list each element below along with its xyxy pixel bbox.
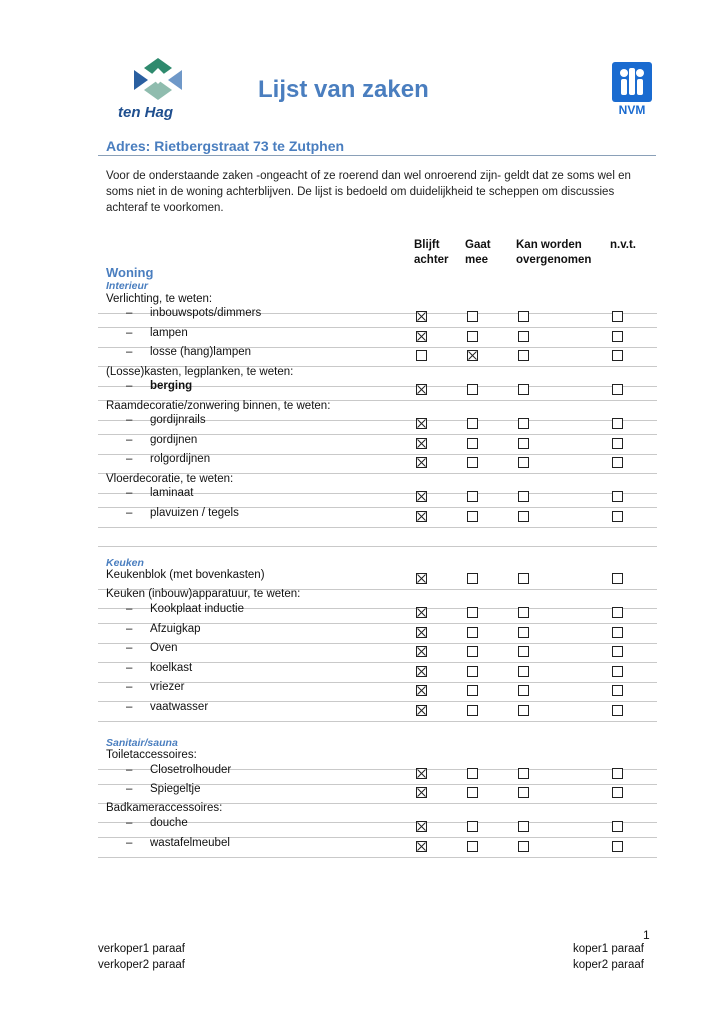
row-label: Closetrolhouder	[150, 764, 232, 776]
row-label: Oven	[150, 642, 178, 654]
checkbox-blijft-achter[interactable]	[416, 418, 427, 429]
checkbox-blijft-achter[interactable]	[416, 438, 427, 449]
bullet-dash: –	[126, 681, 133, 693]
checkbox-nvt[interactable]	[612, 311, 623, 322]
row-label: vriezer	[150, 681, 185, 693]
checkbox-gaat-mee[interactable]	[467, 573, 478, 584]
row-label: lampen	[150, 327, 188, 339]
checkbox-cross-icon	[417, 458, 426, 467]
footer-buyer2: koper2 paraaf	[573, 959, 644, 971]
checkbox-gaat-mee[interactable]	[467, 821, 478, 832]
blank-row	[98, 527, 657, 547]
bullet-dash: –	[126, 817, 133, 829]
column-header-kan-worden-overgenomen	[516, 238, 591, 268]
checkbox-blijft-achter[interactable]	[416, 768, 427, 779]
column-header-line: overgenomen	[516, 254, 592, 266]
checkbox-gaat-mee[interactable]	[467, 787, 478, 798]
checkbox-gaat-mee[interactable]	[467, 311, 478, 322]
checkbox-blijft-achter[interactable]	[416, 311, 427, 322]
checkbox-nvt[interactable]	[612, 511, 623, 522]
row-label: wastafelmeubel	[150, 837, 230, 849]
checkbox-cross-icon	[417, 439, 426, 448]
bullet-dash: –	[126, 434, 133, 446]
checkbox-gaat-mee[interactable]	[467, 457, 478, 468]
checkbox-blijft-achter[interactable]	[416, 491, 427, 502]
checkbox-kan-worden-overgenomen[interactable]	[518, 384, 529, 395]
checkbox-nvt[interactable]	[612, 331, 623, 342]
row-label: gordijnen	[150, 434, 198, 446]
row-label: Verlichting, te weten:	[106, 293, 213, 305]
column-header-line: n.v.t.	[610, 239, 636, 251]
bullet-dash: –	[126, 764, 133, 776]
checkbox-nvt[interactable]	[612, 787, 623, 798]
checkbox-nvt[interactable]	[612, 607, 623, 618]
checkbox-kan-worden-overgenomen[interactable]	[518, 841, 529, 852]
column-header-line: Gaat	[465, 239, 491, 251]
checkbox-gaat-mee[interactable]	[467, 685, 478, 696]
row-label: Keukenblok (met bovenkasten)	[106, 569, 265, 581]
checkbox-nvt[interactable]	[612, 841, 623, 852]
bullet-dash: –	[126, 783, 133, 795]
checkbox-kan-worden-overgenomen[interactable]	[518, 787, 529, 798]
checkbox-kan-worden-overgenomen[interactable]	[518, 331, 529, 342]
table-row	[98, 508, 657, 528]
bullet-dash: –	[126, 307, 133, 319]
bullet-dash: –	[126, 603, 133, 615]
column-header-line: Blijft	[414, 239, 440, 251]
bullet-dash: –	[126, 487, 133, 499]
bullet-dash: –	[126, 837, 133, 849]
subsection-interieur: Interieur	[106, 280, 149, 292]
checkbox-blijft-achter[interactable]	[416, 607, 427, 618]
checkbox-blijft-achter[interactable]	[416, 457, 427, 468]
row-label: gordijnrails	[150, 414, 206, 426]
row-label: Vloerdecoratie, te weten:	[106, 473, 234, 485]
checkbox-cross-icon	[417, 706, 426, 715]
row-label: vaatwasser	[150, 701, 209, 713]
checkbox-cross-icon	[417, 667, 426, 676]
checkbox-blijft-achter[interactable]	[416, 821, 427, 832]
column-header-line: achter	[414, 254, 449, 266]
nvm-logo	[612, 62, 652, 118]
checkbox-nvt[interactable]	[612, 573, 623, 584]
row-label: berging	[150, 380, 193, 392]
checkbox-gaat-mee[interactable]	[467, 491, 478, 502]
checkbox-gaat-mee[interactable]	[467, 841, 478, 852]
checkbox-kan-worden-overgenomen[interactable]	[518, 627, 529, 638]
page-title: Lijst van zaken	[258, 76, 429, 103]
checkbox-gaat-mee[interactable]	[467, 418, 478, 429]
nvm-wordmark: NVM	[618, 103, 646, 117]
checkbox-gaat-mee[interactable]	[467, 384, 478, 395]
checkbox-kan-worden-overgenomen[interactable]	[518, 511, 529, 522]
checkbox-blijft-achter[interactable]	[416, 787, 427, 798]
footer-buyer1: koper1 paraaf	[573, 943, 644, 955]
checkbox-nvt[interactable]	[612, 350, 623, 361]
checkbox-kan-worden-overgenomen[interactable]	[518, 607, 529, 618]
checkbox-blijft-achter[interactable]	[416, 666, 427, 677]
checkbox-kan-worden-overgenomen[interactable]	[518, 573, 529, 584]
checkbox-gaat-mee[interactable]	[467, 438, 478, 449]
checkbox-cross-icon	[417, 822, 426, 831]
address-divider	[98, 155, 656, 156]
checkbox-nvt[interactable]	[612, 666, 623, 677]
footer-seller-initials	[98, 941, 185, 973]
bullet-dash: –	[126, 414, 133, 426]
checkbox-nvt[interactable]	[612, 418, 623, 429]
row-label: losse (hang)lampen	[150, 346, 252, 358]
checkbox-gaat-mee[interactable]	[467, 768, 478, 779]
table-row	[98, 624, 657, 644]
checkbox-blijft-achter[interactable]	[416, 627, 427, 638]
checkbox-nvt[interactable]	[612, 457, 623, 468]
checkbox-cross-icon	[417, 574, 426, 583]
checkbox-cross-icon	[417, 492, 426, 501]
checkbox-kan-worden-overgenomen[interactable]	[518, 705, 529, 716]
checkbox-kan-worden-overgenomen[interactable]	[518, 311, 529, 322]
checkbox-nvt[interactable]	[612, 768, 623, 779]
checkbox-cross-icon	[417, 842, 426, 851]
checkbox-cross-icon	[417, 312, 426, 321]
checkbox-cross-icon	[417, 788, 426, 797]
checkbox-gaat-mee[interactable]	[467, 627, 478, 638]
checkbox-kan-worden-overgenomen[interactable]	[518, 821, 529, 832]
nvm-emblem-icon	[612, 62, 652, 102]
checkbox-nvt[interactable]	[612, 821, 623, 832]
checkbox-nvt[interactable]	[612, 491, 623, 502]
checkbox-gaat-mee[interactable]	[467, 350, 478, 361]
checkbox-kan-worden-overgenomen[interactable]	[518, 768, 529, 779]
checkbox-blijft-achter[interactable]	[416, 685, 427, 696]
checkbox-blijft-achter[interactable]	[416, 384, 427, 395]
column-header-line: Kan worden	[516, 239, 582, 251]
ten-hag-emblem-icon	[128, 56, 188, 102]
checkbox-kan-worden-overgenomen[interactable]	[518, 438, 529, 449]
checkbox-kan-worden-overgenomen[interactable]	[518, 491, 529, 502]
row-label: Badkameraccessoires:	[106, 802, 223, 814]
checkbox-nvt[interactable]	[612, 705, 623, 716]
checkbox-cross-icon	[417, 512, 426, 521]
section-woning: Woning	[106, 265, 154, 280]
checkbox-nvt[interactable]	[612, 384, 623, 395]
row-label: koelkast	[150, 662, 193, 674]
checkbox-cross-icon	[468, 351, 477, 360]
checkbox-blijft-achter[interactable]	[416, 573, 427, 584]
bullet-dash: –	[126, 507, 133, 519]
checkbox-kan-worden-overgenomen[interactable]	[518, 457, 529, 468]
checkbox-kan-worden-overgenomen[interactable]	[518, 646, 529, 657]
bullet-dash: –	[126, 623, 133, 635]
bullet-dash: –	[126, 662, 133, 674]
checkbox-cross-icon	[417, 608, 426, 617]
checkbox-cross-icon	[417, 647, 426, 656]
intro-paragraph: Voor de onderstaande zaken -ongeacht of ze roerend dan wel onroerend zijn- geldt dat ze soms wel en soms niet in de woning achterblijven. De lijst is bedoeld om duidelijkheid te scheppen om discussies achteraf te voorkomen.	[106, 170, 631, 214]
checkbox-cross-icon	[417, 628, 426, 637]
row-label: plavuizen / tegels	[150, 507, 239, 519]
checkbox-nvt[interactable]	[612, 685, 623, 696]
row-label: Keuken (inbouw)apparatuur, te weten:	[106, 588, 301, 600]
table-row	[98, 838, 657, 858]
bullet-dash: –	[126, 701, 133, 713]
column-header-line: mee	[465, 254, 489, 266]
row-label: inbouwspots/dimmers	[150, 307, 262, 319]
row-label: douche	[150, 817, 188, 829]
bullet-dash: –	[126, 327, 133, 339]
row-label: Afzuigkap	[150, 623, 201, 635]
checkbox-cross-icon	[417, 769, 426, 778]
bullet-dash: –	[126, 380, 133, 392]
checkbox-blijft-achter[interactable]	[416, 511, 427, 522]
checkbox-nvt[interactable]	[612, 438, 623, 449]
checkbox-gaat-mee[interactable]	[467, 331, 478, 342]
checkbox-cross-icon	[417, 332, 426, 341]
checkbox-kan-worden-overgenomen[interactable]	[518, 418, 529, 429]
footer-seller1: verkoper1 paraaf	[98, 943, 185, 955]
checkbox-gaat-mee[interactable]	[467, 607, 478, 618]
checkbox-nvt[interactable]	[612, 627, 623, 638]
page-number: 1	[643, 928, 650, 942]
row-label: laminaat	[150, 487, 194, 499]
checkbox-kan-worden-overgenomen[interactable]	[518, 685, 529, 696]
checkbox-gaat-mee[interactable]	[467, 666, 478, 677]
row-label: Kookplaat inductie	[150, 603, 244, 615]
bullet-dash: –	[126, 453, 133, 465]
checkbox-blijft-achter[interactable]	[416, 646, 427, 657]
checkbox-kan-worden-overgenomen[interactable]	[518, 666, 529, 677]
checkbox-cross-icon	[417, 385, 426, 394]
footer-seller2: verkoper2 paraaf	[98, 959, 185, 971]
checkbox-cross-icon	[417, 686, 426, 695]
column-header-blijft-achter	[414, 238, 449, 268]
row-label: Raamdecoratie/zonwering binnen, te weten:	[106, 400, 331, 412]
checkbox-nvt[interactable]	[612, 646, 623, 657]
address-heading: Adres: Rietbergstraat 73 te Zutphen	[106, 138, 345, 154]
bullet-dash: –	[126, 346, 133, 358]
checkbox-gaat-mee[interactable]	[467, 705, 478, 716]
subsection-sanitair: Sanitair/sauna	[106, 737, 178, 749]
ten-hag-logo	[118, 56, 198, 126]
checkbox-blijft-achter[interactable]	[416, 705, 427, 716]
checkbox-blijft-achter[interactable]	[416, 350, 427, 361]
row-label: Toiletaccessoires:	[106, 749, 197, 761]
column-header-nvt	[610, 238, 636, 253]
ten-hag-wordmark: ten Hag	[118, 104, 174, 121]
row-label: (Losse)kasten, legplanken, te weten:	[106, 366, 294, 378]
table-row	[98, 702, 657, 722]
checkbox-blijft-achter[interactable]	[416, 331, 427, 342]
subsection-keuken: Keuken	[106, 557, 144, 569]
checkbox-cross-icon	[417, 419, 426, 428]
footer-buyer-initials	[573, 941, 644, 973]
column-header-gaat-mee	[465, 238, 491, 268]
bullet-dash: –	[126, 642, 133, 654]
row-label: rolgordijnen	[150, 453, 211, 465]
row-label: Spiegeltje	[150, 783, 201, 795]
checkbox-kan-worden-overgenomen[interactable]	[518, 350, 529, 361]
checkbox-gaat-mee[interactable]	[467, 646, 478, 657]
checkbox-blijft-achter[interactable]	[416, 841, 427, 852]
checkbox-gaat-mee[interactable]	[467, 511, 478, 522]
